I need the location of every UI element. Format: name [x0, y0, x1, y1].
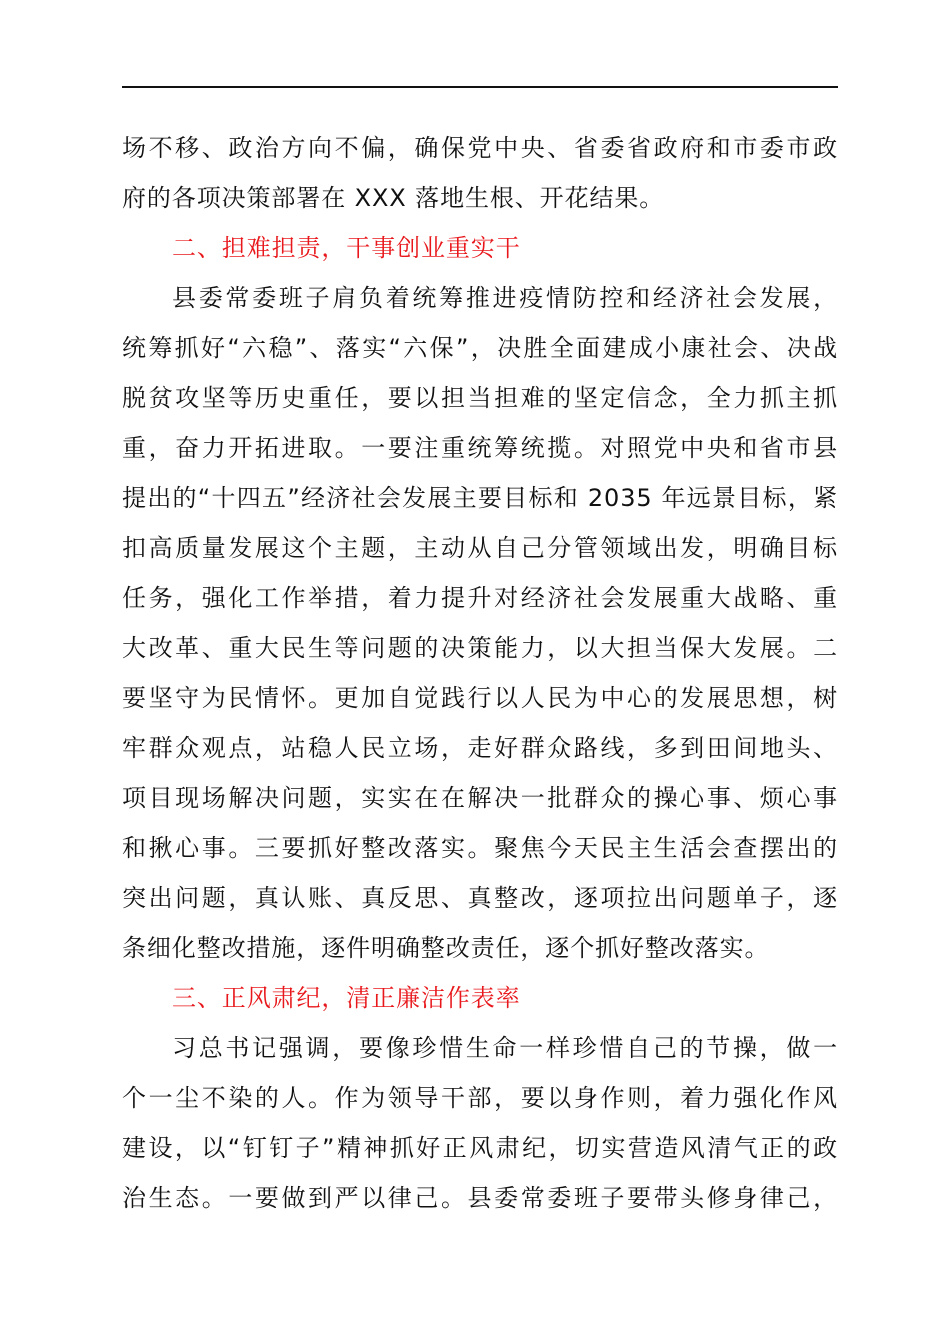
- paragraph-line: 府的各项决策部署在 XXX 落地生根、开花结果。: [122, 184, 665, 212]
- paragraph-line: 项目现场解决问题，实实在在解决一批群众的操心事、烦心事: [122, 784, 838, 812]
- section-heading: 二、担难担责，干事创业重实干: [172, 234, 521, 262]
- paragraph-line: 治生态。一要做到严以律己。县委常委班子要带头修身律己，: [122, 1184, 838, 1212]
- paragraph-line: 脱贫攻坚等历史重任，要以担当担难的坚定信念，全力抓主抓: [122, 384, 838, 412]
- header-rule: [122, 86, 838, 88]
- paragraph-line: 和揪心事。三要抓好整改落实。聚焦今天民主生活会查摆出的: [122, 834, 838, 862]
- paragraph-line: 条细化整改措施，逐件明确整改责任，逐个抓好整改落实。: [122, 934, 770, 962]
- paragraph-line: 个一尘不染的人。作为领导干部，要以身作则，着力强化作风: [122, 1084, 838, 1112]
- paragraph-line: 扣高质量发展这个主题，主动从自己分管领域出发，明确目标: [122, 534, 838, 562]
- paragraph-line: 县委常委班子肩负着统筹推进疫情防控和经济社会发展，: [172, 284, 838, 312]
- paragraph-line: 要坚守为民情怀。更加自觉践行以人民为中心的发展思想，树: [122, 684, 838, 712]
- document-body: [122, 123, 838, 1223]
- paragraph-line: 大改革、重大民生等问题的决策能力，以大担当保大发展。二: [122, 634, 838, 662]
- paragraph-line: 重，奋力开拓进取。一要注重统筹统揽。对照党中央和省市县: [122, 434, 838, 462]
- paragraph-line: 建设，以“钉钉子”精神抓好正风肃纪，切实营造风清气正的政: [122, 1134, 838, 1162]
- text-lines: [122, 123, 838, 1223]
- paragraph-line: 场不移、政治方向不偏，确保党中央、省委省政府和市委市政: [122, 134, 838, 162]
- paragraph-line: 统筹抓好“六稳”、落实“六保”，决胜全面建成小康社会、决战: [122, 334, 838, 362]
- paragraph-line: 牢群众观点，站稳人民立场，走好群众路线，多到田间地头、: [122, 734, 838, 762]
- paragraph-line: 习总书记强调，要像珍惜生命一样珍惜自己的节操，做一: [172, 1034, 838, 1062]
- paragraph-line: 突出问题，真认账、真反思、真整改，逐项拉出问题单子，逐: [122, 884, 838, 912]
- section-heading: 三、正风肃纪，清正廉洁作表率: [172, 984, 521, 1012]
- paragraph-line: 提出的“十四五”经济社会发展主要目标和 2035 年远景目标，紧: [122, 484, 838, 512]
- paragraph-line: 任务，强化工作举措，着力提升对经济社会发展重大战略、重: [122, 584, 838, 612]
